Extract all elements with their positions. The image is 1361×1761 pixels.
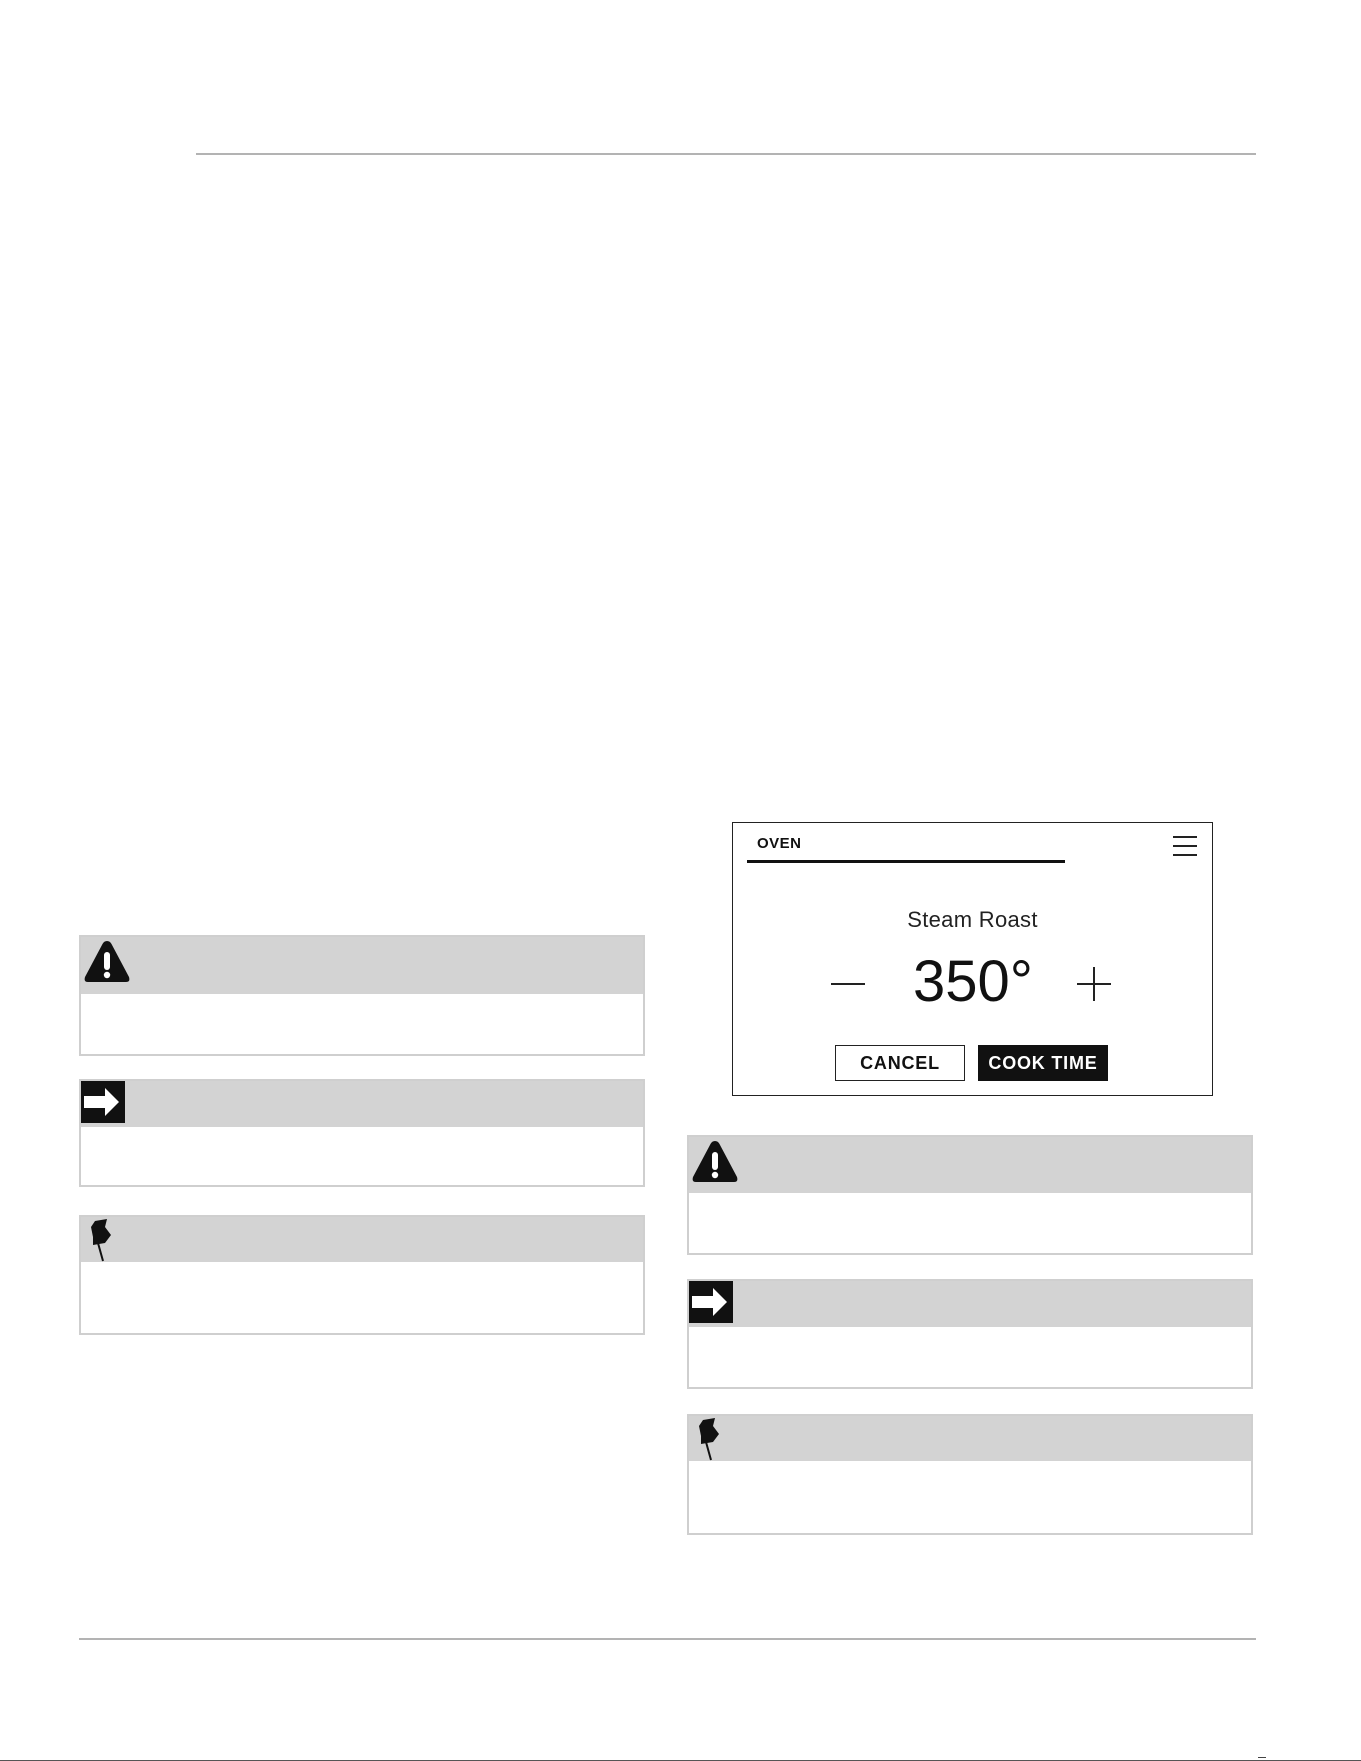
menu-icon[interactable] — [1173, 835, 1197, 857]
warning-icon — [689, 1137, 741, 1187]
note-callout-header — [689, 1416, 1251, 1461]
warning-callout-header — [689, 1137, 1251, 1193]
cook-time-button[interactable]: COOK TIME — [978, 1045, 1108, 1081]
warning-callout — [687, 1135, 1253, 1255]
important-callout-header — [81, 1081, 643, 1127]
important-callout-header — [689, 1281, 1251, 1327]
important-callout — [687, 1279, 1253, 1389]
note-callout-header — [81, 1217, 643, 1262]
warning-callout — [79, 935, 645, 1056]
cancel-button[interactable]: CANCEL — [835, 1045, 965, 1081]
warning-callout-header — [81, 937, 643, 994]
oven-display — [732, 822, 1213, 1096]
warning-icon — [81, 937, 133, 987]
important-callout — [79, 1079, 645, 1187]
note-callout — [687, 1414, 1253, 1535]
arrow-icon — [81, 1081, 125, 1123]
oven-title: OVEN — [757, 835, 802, 852]
footer-rule — [79, 1638, 1256, 1640]
page-mark — [1258, 1757, 1266, 1758]
arrow-icon — [689, 1281, 733, 1323]
note-callout — [79, 1215, 645, 1335]
pushpin-icon — [689, 1416, 733, 1461]
pushpin-icon — [81, 1217, 125, 1262]
cook-mode-label: Steam Roast — [907, 907, 1038, 932]
oven-title-underline — [747, 860, 1065, 863]
minus-icon[interactable] — [831, 983, 865, 985]
header-rule — [196, 153, 1256, 155]
temperature-value: 350° — [913, 949, 1033, 1014]
plus-icon[interactable] — [1077, 967, 1111, 1001]
